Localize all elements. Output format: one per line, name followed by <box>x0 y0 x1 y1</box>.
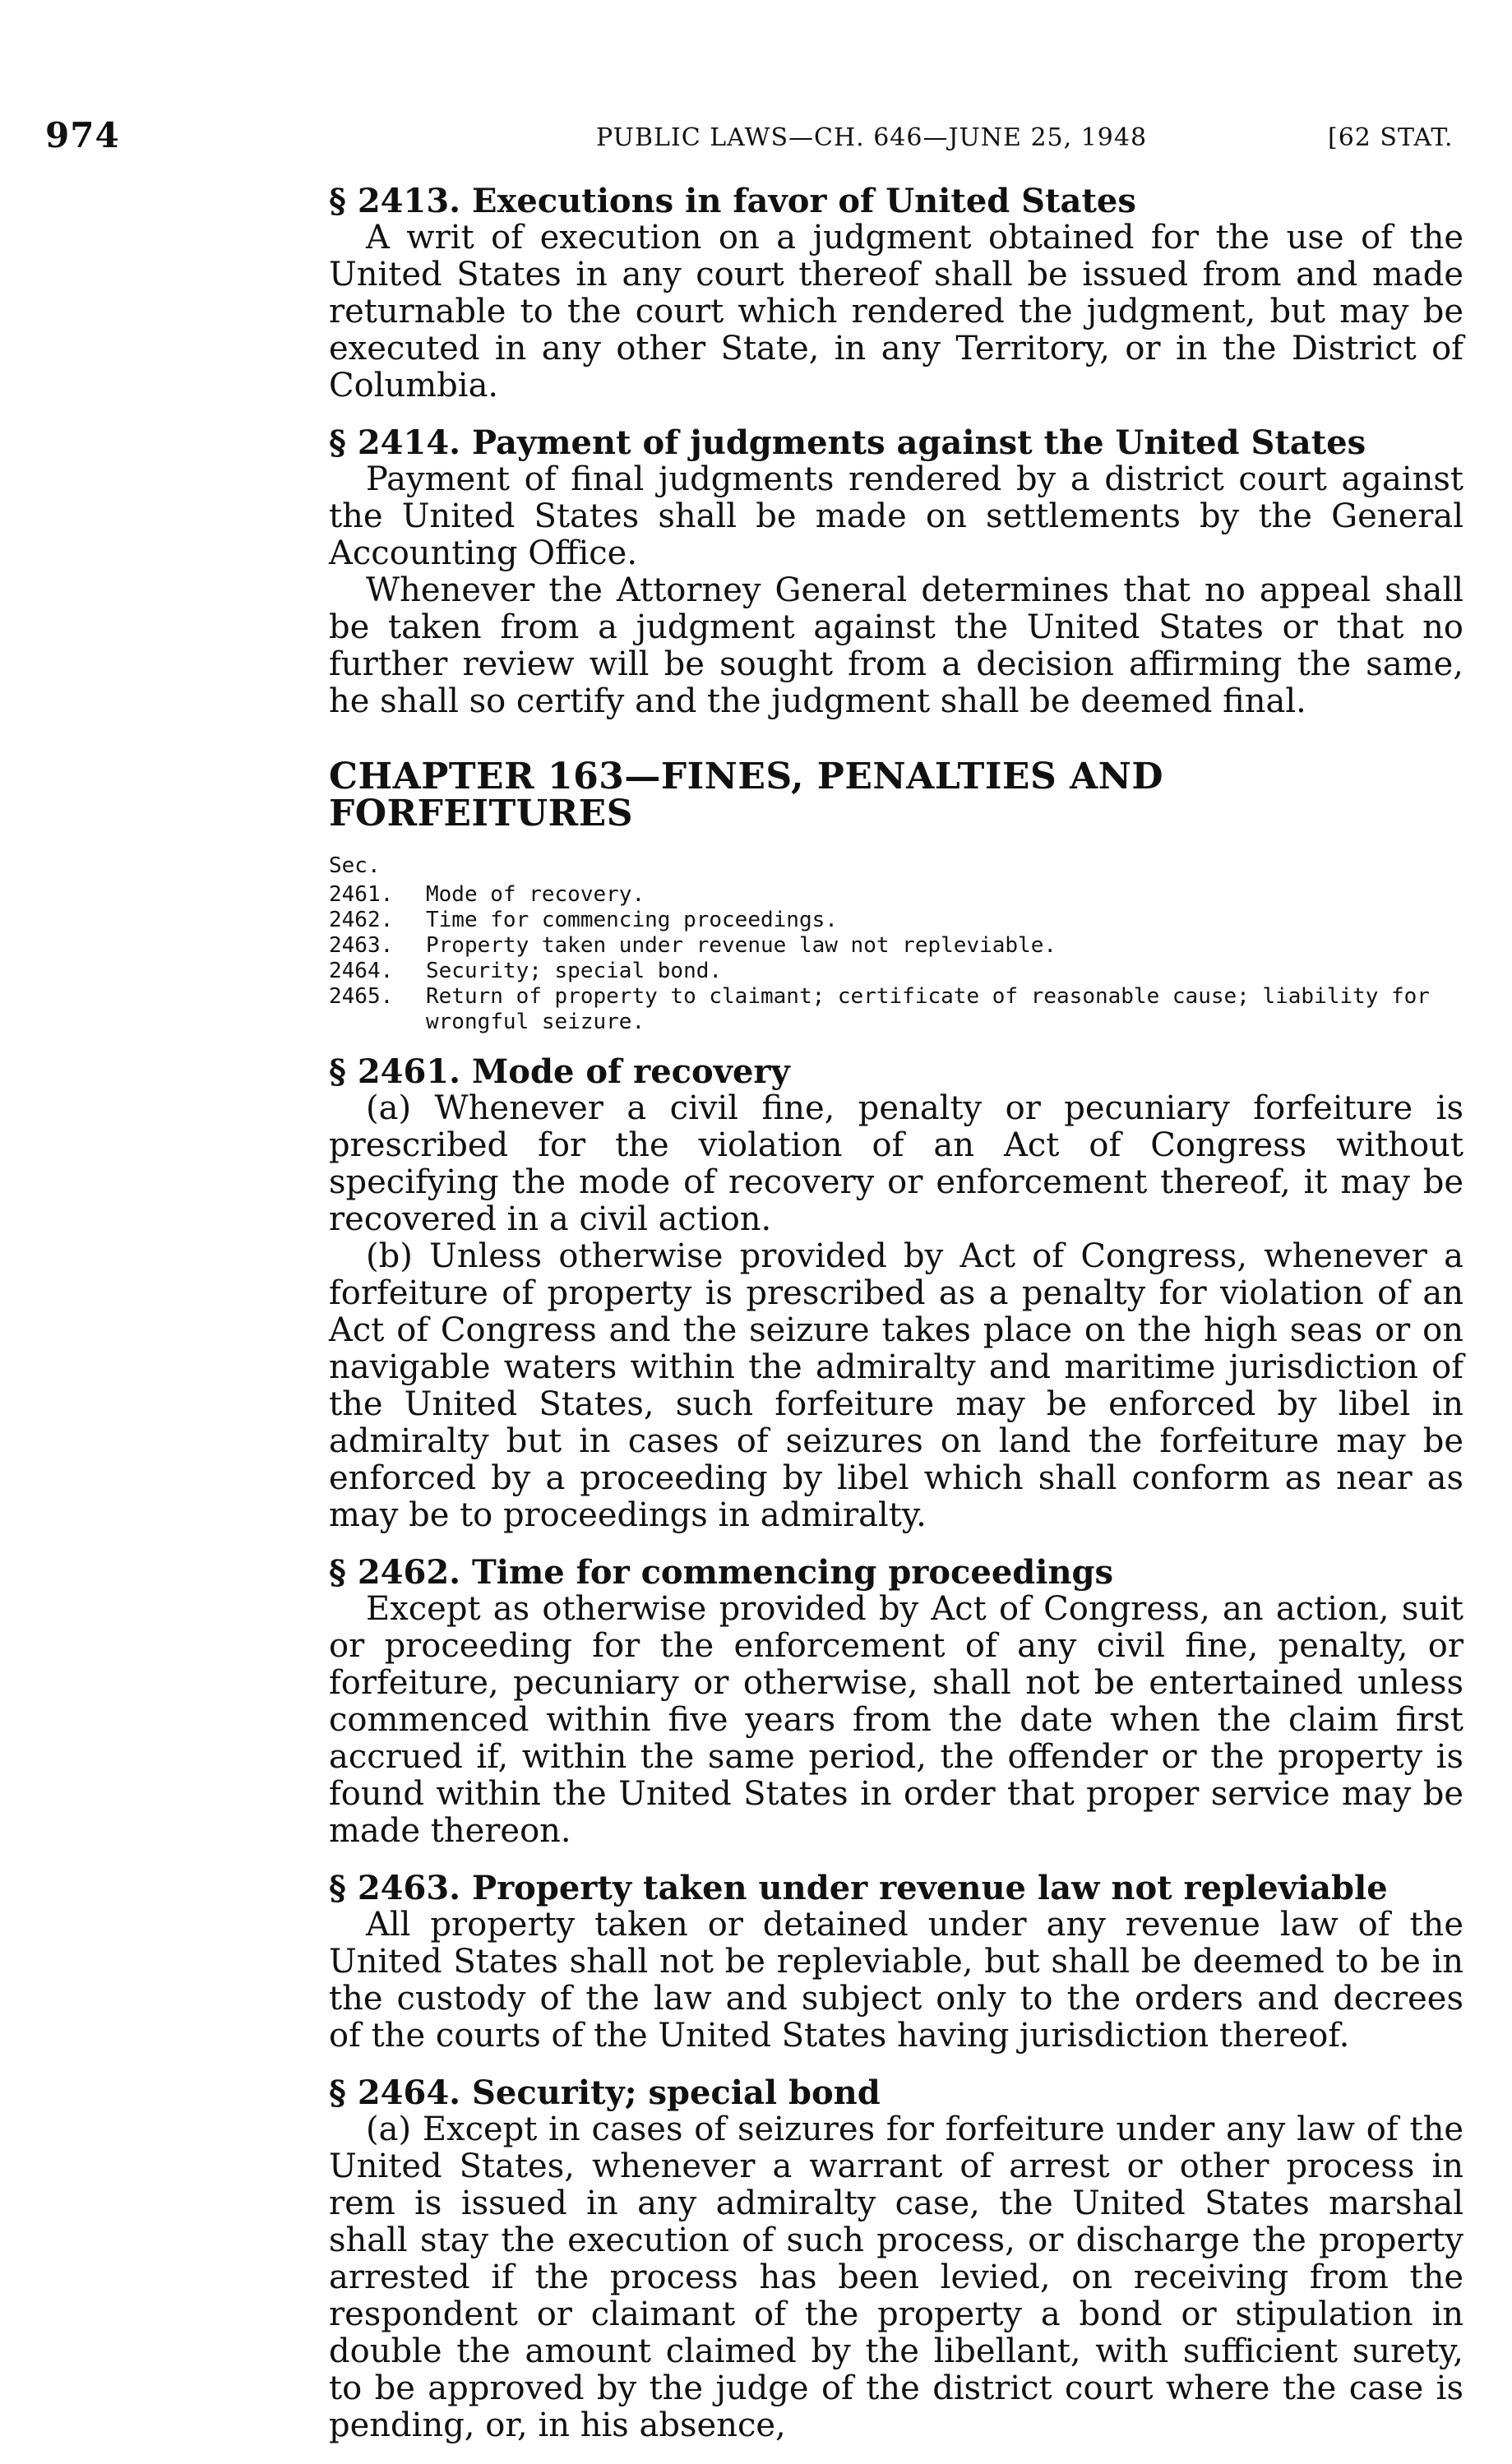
section <box>329 1554 1463 1850</box>
section-paragraph: A writ of execution on a judgment obtained for the use of the United States in any court thereof shall be issued from and made returnable to the court which rendered the judgment, but may be executed in any other State, in any Territory, or in the District of Columbia. <box>329 219 1463 405</box>
contents-title: Return of property to claimant; certificate of reasonable cause; liability for wrongful seizure. <box>426 984 1430 1034</box>
contents-entry <box>329 933 1463 959</box>
contents-entry <box>329 959 1463 984</box>
section <box>329 1870 1463 2055</box>
contents-number: 2461. <box>329 882 394 907</box>
page-number: 974 <box>45 115 120 155</box>
contents-number: 2465. <box>329 984 394 1009</box>
contents-title: Mode of recovery. <box>426 882 645 907</box>
section-heading: § 2464. Security; special bond <box>329 2073 881 2112</box>
section-paragraph: Except as otherwise provided by Act of Congress, an action, suit or proceeding for the enforcement of any civil fine, penalty, or forfeiture, pecuniary or otherwise, shall not be entertained unless commenced within five years from the date when the claim first accrued if, within the same period, the offender or the property is found within the United States in order that proper service may be made thereon. <box>329 1590 1463 1850</box>
section-heading: § 2463. Property taken under revenue law not repleviable <box>329 1869 1388 1907</box>
section-heading: § 2461. Mode of recovery <box>329 1052 790 1091</box>
sections-before <box>329 183 1463 720</box>
section-paragraph: Payment of final judgments rendered by a district court against the United States shall be made on settlements by the General Accounting Office. <box>329 460 1463 572</box>
contents-entry <box>329 984 1463 1035</box>
section <box>329 1053 1463 1534</box>
section-heading: § 2462. Time for commencing proceedings <box>329 1553 1114 1592</box>
contents-number: 2463. <box>329 933 394 958</box>
running-head: PUBLIC LAWS—CH. 646—JUNE 25, 1948 <box>596 123 1148 152</box>
section <box>329 424 1463 720</box>
contents-label: Sec. <box>329 853 381 878</box>
chapter-title: CHAPTER 163—FINES, PENALTIES AND FORFEITURES <box>329 756 1164 834</box>
section-paragraph: Whenever the Attorney General determines that no appeal shall be taken from a judgment against the United States or that no further review will be sought from a decision affirming the same, he shall so certify and the judgment shall be deemed final. <box>329 571 1463 720</box>
contents-entry <box>329 882 1463 908</box>
contents-entry <box>329 908 1463 933</box>
contents-number: 2464. <box>329 959 394 983</box>
section-paragraph: (a) Except in cases of seizures for forfeiture under any law of the United States, whenever a warrant of arrest or other process in rem is issued in any admiralty case, the United States marshal shall stay the execution of such process, or discharge the property arrested if the process has been levied, on receiving from the respondent or claimant of the property a bond or stipulation in double the amount claimed by the libellant, with sufficient surety, to be approved by the judge of the district court where the case is pending, or, in his absence, <box>329 2110 1463 2444</box>
contents-title: Security; special bond. <box>426 959 723 983</box>
volume-reference: [62 STAT. <box>1328 123 1454 152</box>
section <box>329 183 1463 405</box>
section-heading: § 2414. Payment of judgments against the United States <box>329 423 1366 462</box>
chapter-contents <box>329 853 1463 1035</box>
page-header <box>0 115 1512 164</box>
contents-number: 2462. <box>329 908 394 932</box>
sections-after <box>329 1053 1463 2444</box>
section-heading: § 2413. Executions in favor of United States <box>329 182 1136 220</box>
section <box>329 2074 1463 2444</box>
section-paragraph: All property taken or detained under any revenue law of the United States shall not be repleviable, but shall be deemed to be in the custody of the law and subject only to the orders and decrees of the courts of the United States having jurisdiction thereof. <box>329 1906 1463 2055</box>
contents-title: Time for commencing proceedings. <box>426 908 838 932</box>
contents-title: Property taken under revenue law not repleviable. <box>426 933 1057 958</box>
section-paragraph: (a) Whenever a civil fine, penalty or pecuniary forfeiture is prescribed for the violation of an Act of Congress without specifying the mode of recovery or enforcement thereof, it may be recovered in a civil action. <box>329 1089 1463 1238</box>
page-body <box>329 183 1463 2464</box>
section-paragraph: (b) Unless otherwise provided by Act of Congress, whenever a forfeiture of property is prescribed as a penalty for violation of an Act of Congress and the seizure takes place on the high seas or on navigable waters within the admiralty and maritime jurisdiction of the United States, such forfeiture may be enforced by libel in admiralty but in cases of seizures on land the forfeiture may be enforced by a proceeding by libel which shall conform as near as may be to proceedings in admiralty. <box>329 1237 1463 1534</box>
